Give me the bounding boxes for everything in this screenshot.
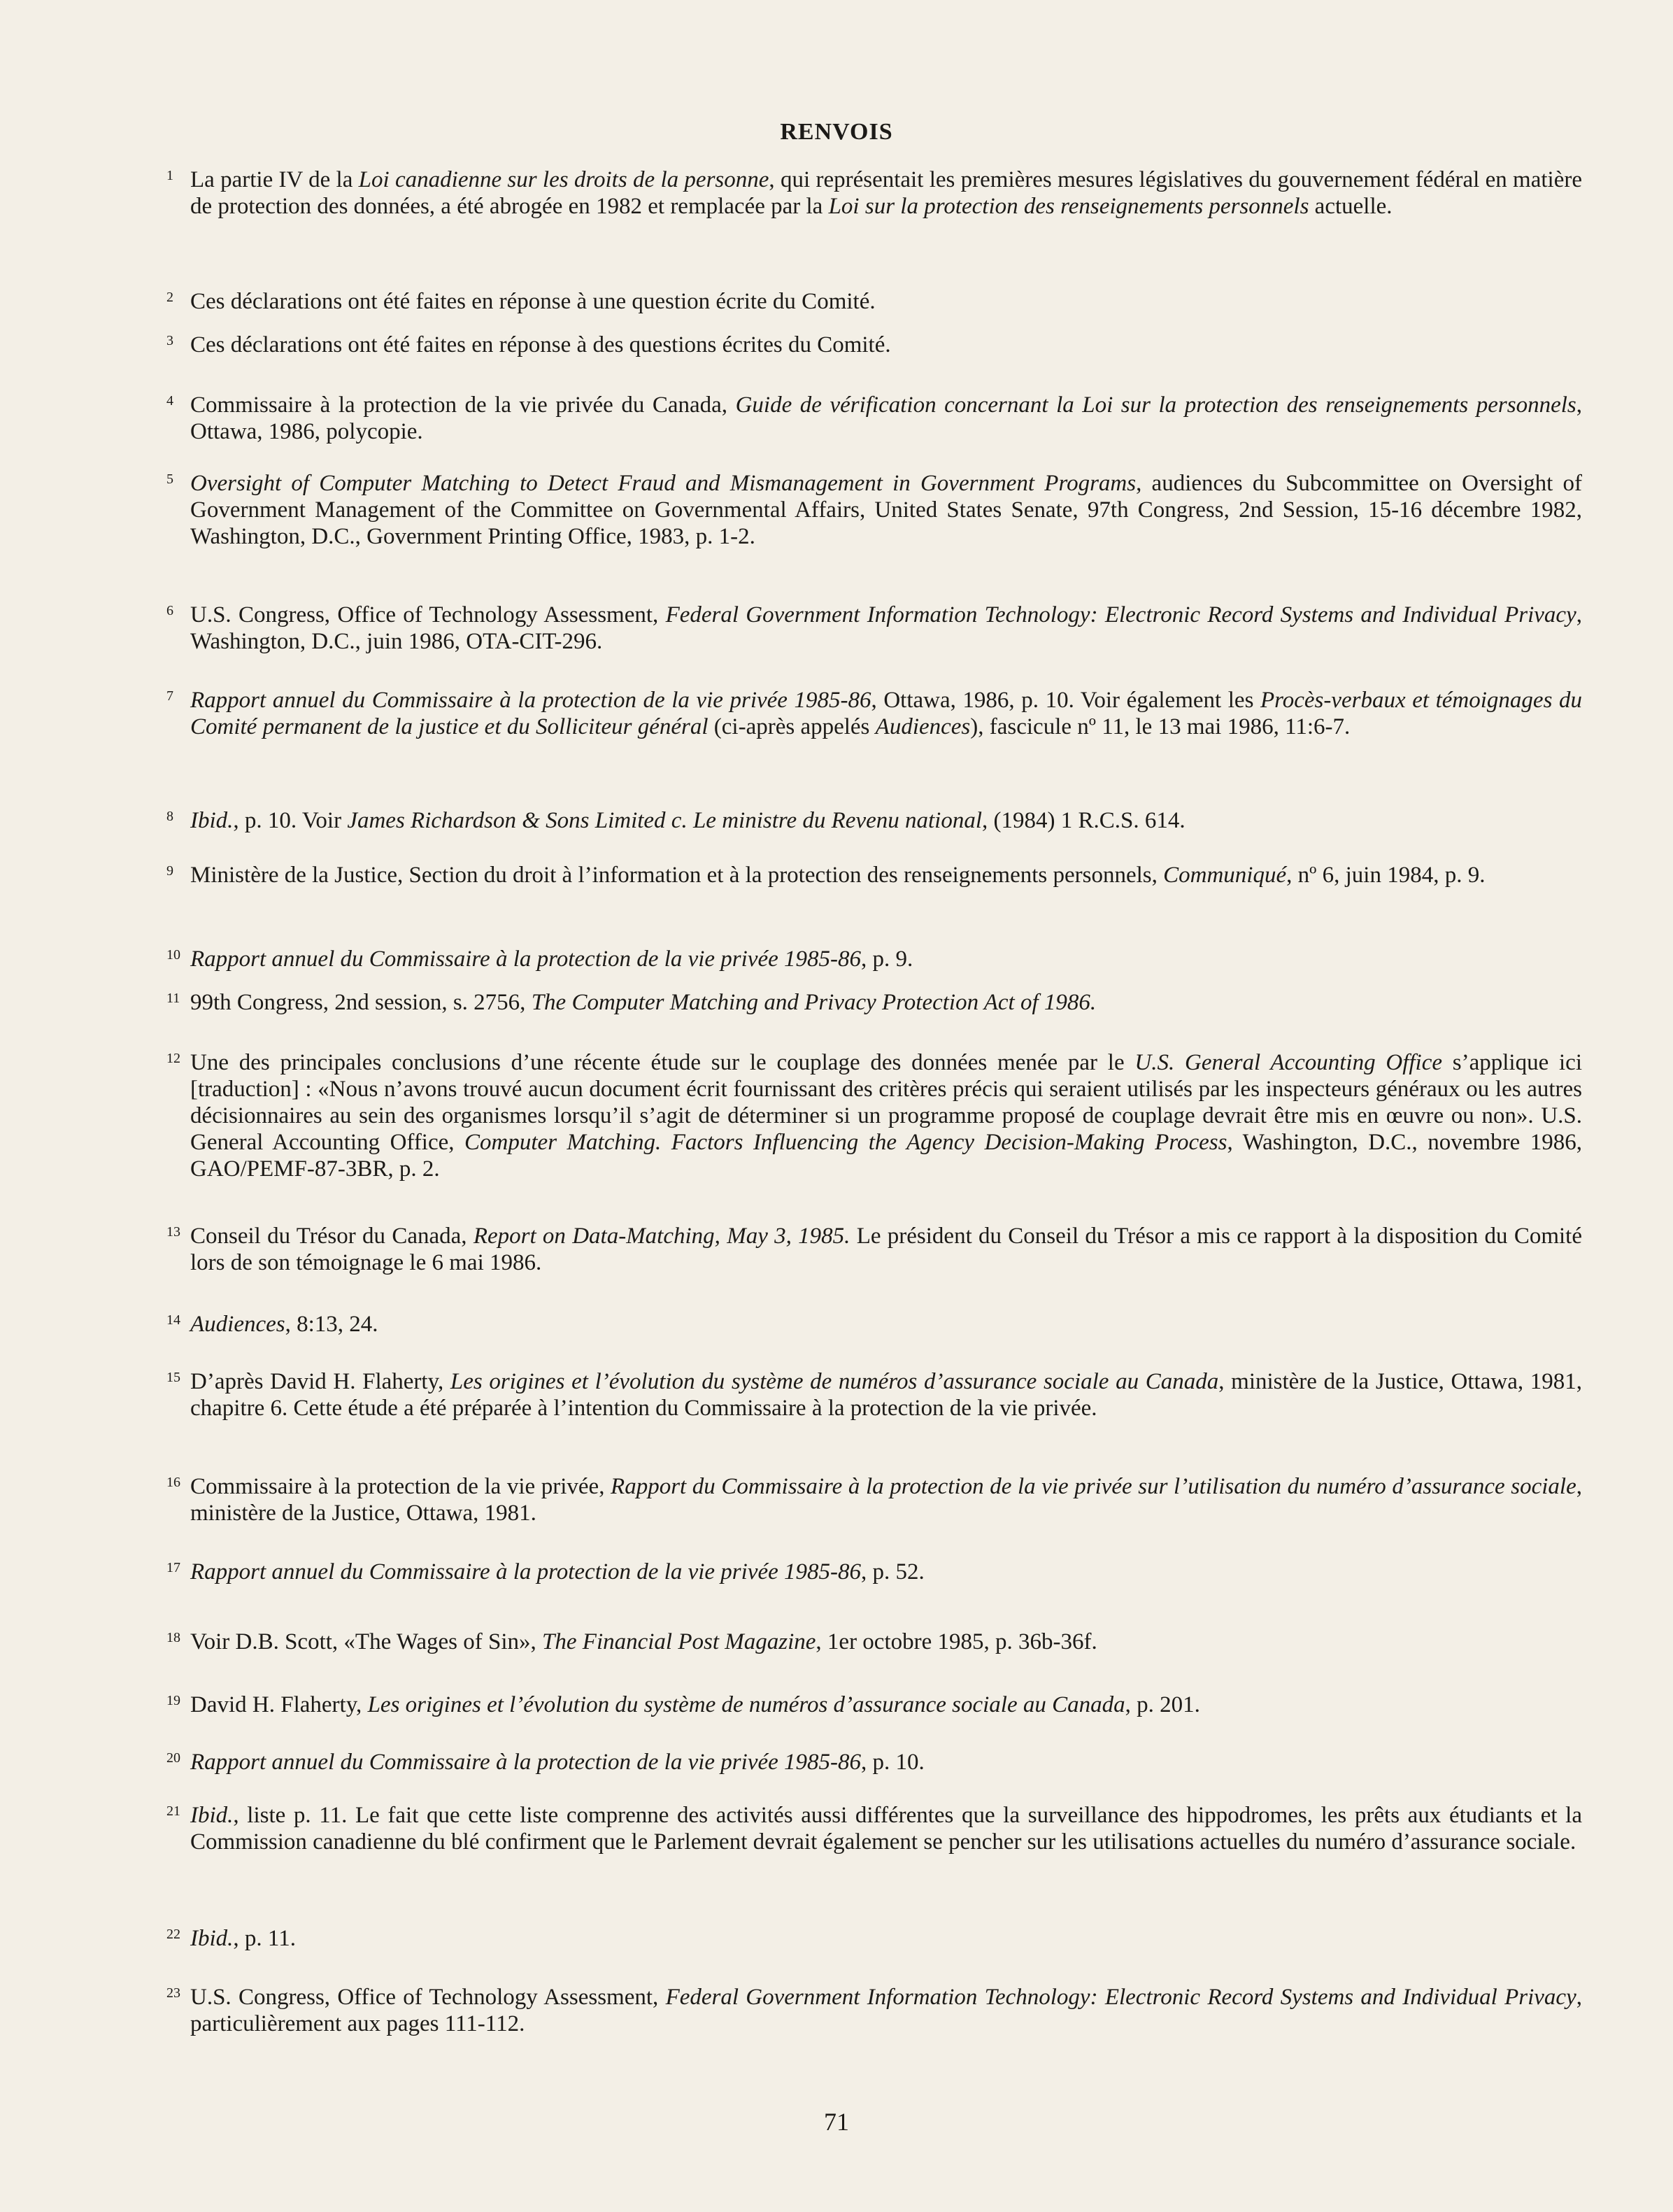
footnote-text-run: , p. 52.	[861, 1559, 925, 1584]
footnote-italic-text: James Richardson & Sons Limited c. Le ministre du Revenu national	[347, 808, 983, 833]
footnote-text	[190, 1692, 1200, 1717]
footnote-italic-text: Oversight of Computer Matching to Detect Fraud and Mismanagement in Government Programs	[190, 471, 1137, 496]
footnote-number: 3	[166, 333, 173, 348]
footnote	[166, 807, 1582, 834]
footnote-text-run: , ministère de la Justice, Ottawa, 1981, chapitre 6. Cette étude a été préparée à l’intention du Commissaire à la protection de la vie privée.	[190, 1369, 1582, 1421]
footnote	[166, 1802, 1582, 1855]
footnote-text-run: , p. 11.	[233, 1926, 296, 1951]
footnote-italic-text: Audiences	[190, 1312, 285, 1337]
footnote	[166, 1049, 1582, 1182]
footnote-text-run: Commissaire à la protection de la vie privée,	[190, 1474, 611, 1499]
footnote-text-run: Conseil du Trésor du Canada,	[190, 1224, 474, 1249]
footnote-text-run: U.S. Congress, Office of Technology Assessment,	[190, 1985, 666, 2010]
footnote-text	[190, 947, 913, 972]
footnote-number: 1	[166, 168, 173, 183]
footnote-text-run: Une des principales conclusions d’une récente étude sur le couplage des données menée par le	[190, 1050, 1135, 1075]
footnote-text	[190, 602, 1582, 654]
footnote-number: 9	[166, 863, 173, 879]
footnote-text-run: Le président du Conseil du Trésor a mis ce rapport à la disposition du Comité lors de son témoignage le 6 mai 1986.	[190, 1224, 1582, 1275]
footnote-number: 10	[166, 947, 180, 963]
footnote-text-run: Ces déclarations ont été faites en réponse à une question écrite du Comité.	[190, 289, 876, 314]
footnote-text-run: 99th Congress, 2nd session, s. 2756,	[190, 990, 532, 1015]
footnote-number: 22	[166, 1927, 180, 1942]
footnote-text-run: , Ottawa, 1986, p. 10. Voir également les	[871, 688, 1260, 713]
footnote-text-run: Commissaire à la protection de la vie privée du Canada,	[190, 392, 736, 418]
footnote-text	[190, 1629, 1097, 1654]
footnote-italic-text: Les origines et l’évolution du système de numéros d’assurance sociale au Canada	[450, 1369, 1219, 1394]
footnote	[166, 1223, 1582, 1276]
footnote-text-run: Ministère de la Justice, Section du droit à l’information et à la protection des renseignements personnels,	[190, 863, 1164, 888]
footnote-italic-text: Federal Government Information Technology: Electronic Record Systems and Individual Privacy	[665, 602, 1576, 628]
footnote-text-run: , p. 10.	[861, 1750, 925, 1775]
footnote-number: 21	[166, 1803, 180, 1819]
footnote	[166, 946, 1582, 972]
footnote-number: 17	[166, 1560, 180, 1575]
footnote-number: 23	[166, 1985, 180, 2001]
footnote	[166, 1473, 1582, 1526]
footnote-text	[190, 167, 1582, 219]
footnote-number: 12	[166, 1051, 180, 1066]
footnote	[166, 1984, 1582, 2037]
footnote-text-run: David H. Flaherty,	[190, 1692, 368, 1717]
footnote-text-run: , Washington, D.C., novembre 1986, GAO/PEMF-87-3BR, p. 2.	[190, 1130, 1583, 1182]
footnote-number: 11	[166, 991, 180, 1006]
footnote-italic-text: Rapport annuel du Commissaire à la protection de la vie privée 1985-86	[190, 1750, 861, 1775]
footnote-number: 18	[166, 1630, 180, 1645]
footnote-italic-text: Rapport annuel du Commissaire à la protection de la vie privée 1985-86	[190, 688, 871, 713]
footnote-italic-text: Ibid.	[190, 1803, 234, 1828]
footnote-italic-text: Computer Matching. Factors Influencing the Agency Decision-Making Process	[464, 1130, 1227, 1155]
footnote-text	[190, 1224, 1582, 1275]
footnote-text-run: , audiences du Subcommittee on Oversight of Government Management of the Committee on Governmental Affairs, United States Senate, 97th Congress, 2nd Session, 15-16 décembre 1982, Washington, D.C., Government Printing Office, 1983, p. 1-2.	[190, 471, 1582, 549]
footnote	[166, 1559, 1582, 1585]
footnote-text	[190, 332, 891, 357]
footnote-text-run: ), fascicule nº 11, le 13 mai 1986, 11:6-7.	[970, 714, 1351, 739]
footnote-number: 20	[166, 1750, 180, 1766]
footnote-text-run: , (1984) 1 R.C.S. 614.	[982, 808, 1186, 833]
footnote-text	[190, 1559, 925, 1584]
footnote	[166, 166, 1582, 220]
footnote-text-run: , Ottawa, 1986, polycopie.	[190, 392, 1582, 444]
footnote	[166, 1368, 1582, 1422]
footnote-text-run: , p. 9.	[861, 947, 913, 972]
footnote-text	[190, 1750, 925, 1775]
footnote-text	[190, 392, 1582, 444]
footnote-number: 15	[166, 1370, 180, 1385]
footnote	[166, 989, 1582, 1016]
footnote-italic-text: Rapport annuel du Commissaire à la protection de la vie privée 1985-86	[190, 947, 861, 972]
footnote-number: 6	[166, 603, 173, 618]
footnote-italic-text: Report on Data-Matching, May 3, 1985.	[473, 1224, 850, 1249]
footnote	[166, 332, 1582, 358]
footnote-number: 7	[166, 688, 173, 704]
footnote-text	[190, 1369, 1582, 1421]
footnote-text	[190, 471, 1582, 549]
page-number: 71	[824, 2108, 849, 2136]
footnote-italic-text: Federal Government Information Technology: Electronic Record Systems and Individual Privacy	[665, 1985, 1576, 2010]
footnote-number: 8	[166, 809, 173, 824]
footnote	[166, 1749, 1582, 1775]
footnote	[166, 602, 1582, 655]
footnote-text	[190, 289, 876, 314]
footnote-number: 4	[166, 393, 173, 409]
footnote-text-run: Ces déclarations ont été faites en réponse à des questions écrites du Comité.	[190, 332, 891, 357]
footnote-text	[190, 863, 1485, 888]
footnote-italic-text: Les origines et l’évolution du système de numéros d’assurance sociale au Canada	[367, 1692, 1125, 1717]
footnote-italic-text: Ibid.	[190, 1926, 234, 1951]
footnote-text	[190, 1926, 296, 1951]
footnote-text-run: , 1er octobre 1985, p. 36b-36f.	[816, 1629, 1097, 1654]
footnote-text-run: (ci-après appelés	[708, 714, 876, 739]
footnote-text-run: actuelle.	[1309, 194, 1393, 219]
footnote-text-run: , qui représentait les premières mesures législatives du gouvernement fédéral en matière de protection des données, a été abrogée en 1982 et remplacée par la	[190, 167, 1582, 219]
footnote-text-run: , 8:13, 24.	[285, 1312, 378, 1337]
footnote-italic-text: Procès-verbaux et témoignages du Comité permanent de la justice et du Solliciteur général	[190, 688, 1582, 739]
footnote-number: 14	[166, 1312, 180, 1328]
footnote-text-run: La partie IV de la	[190, 167, 359, 192]
footnote-text-run: Voir D.B. Scott, «The Wages of Sin»,	[190, 1629, 543, 1654]
footnote-italic-text: Loi canadienne sur les droits de la personne	[358, 167, 769, 192]
footnote	[166, 1692, 1582, 1718]
footnote-text-run: , p. 10. Voir	[233, 808, 348, 833]
footnote-text	[190, 688, 1582, 739]
footnote-text	[190, 1474, 1582, 1526]
footnote-italic-text: Ibid.	[190, 808, 234, 833]
footnote-italic-text: Audiences	[875, 714, 971, 739]
footnote-text-run: , nº 6, juin 1984, p. 9.	[1286, 863, 1486, 888]
footnote-number: 2	[166, 290, 173, 305]
footnote-text-run: , ministère de la Justice, Ottawa, 1981.	[190, 1474, 1582, 1526]
footnote-text	[190, 1312, 378, 1337]
footnote	[166, 1629, 1582, 1655]
footnote-text-run: s’applique ici [traduction] : «Nous n’avons trouvé aucun document écrit fournissant des critères précis qui seraient utilisés par les inspecteurs généraux ou les autres décisionnaires au sein des organismes lorsqu’il s’agit de déterminer si un programme proposé de couplage devrait être mis en œuvre ou non». U.S. General Accounting Office,	[190, 1050, 1583, 1155]
footnote-text-run: U.S. Congress, Office of Technology Assessment,	[190, 602, 666, 628]
footnote-text	[190, 1803, 1582, 1855]
footnote	[166, 470, 1582, 550]
footnote	[166, 288, 1582, 315]
footnote-italic-text: U.S. General Accounting Office	[1134, 1050, 1443, 1075]
footnote-text	[190, 808, 1186, 833]
footnote-text-run: D’après David H. Flaherty,	[190, 1369, 450, 1394]
footnote-text-run: , particulièrement aux pages 111-112.	[190, 1985, 1582, 2036]
footnote-italic-text: Rapport annuel du Commissaire à la protection de la vie privée 1985-86	[190, 1559, 861, 1584]
footnote-number: 5	[166, 472, 173, 487]
footnote	[166, 392, 1582, 445]
page-title: RENVOIS	[780, 119, 893, 145]
footnote-number: 16	[166, 1475, 180, 1490]
footnote-text	[190, 1985, 1582, 2036]
footnote-italic-text: The Financial Post Magazine	[542, 1629, 816, 1654]
footnote	[166, 687, 1582, 740]
footnote	[166, 1925, 1582, 1952]
footnote-number: 13	[166, 1224, 180, 1240]
footnote	[166, 1311, 1582, 1338]
footnote-text	[190, 990, 1096, 1015]
footnote-text-run: , p. 201.	[1125, 1692, 1200, 1717]
footnote-italic-text: Communiqué	[1163, 863, 1287, 888]
footnote-italic-text: The Computer Matching and Privacy Protection Act of 1986.	[531, 990, 1097, 1015]
footnote-italic-text: Guide de vérification concernant la Loi sur la protection des renseignements personnels	[735, 392, 1576, 418]
footnote-italic-text: Loi sur la protection des renseignements personnels	[828, 194, 1309, 219]
footnote	[166, 862, 1582, 888]
footnote-number: 19	[166, 1693, 180, 1708]
footnote-italic-text: Rapport du Commissaire à la protection de la vie privée sur l’utilisation du numéro d’assurance sociale	[611, 1474, 1576, 1499]
footnote-text-run: , liste p. 11. Le fait que cette liste comprenne des activités aussi différentes que la surveillance des hippodromes, les prêts aux étudiants et la Commission canadienne du blé confirment que le Parlement devrait également se pencher sur les utilisations actuelles du numéro d’assurance sociale.	[190, 1803, 1582, 1855]
footnote-text-run: , Washington, D.C., juin 1986, OTA-CIT-296.	[190, 602, 1582, 654]
footnote-text	[190, 1050, 1582, 1182]
